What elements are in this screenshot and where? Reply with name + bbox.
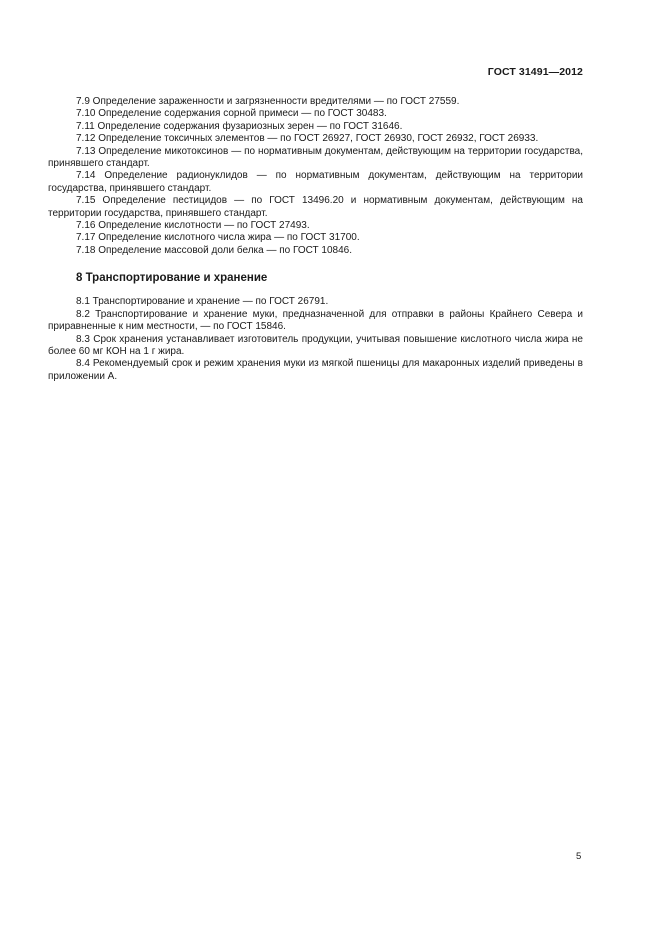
clause-8-2: 8.2 Транспортирование и хранение муки, предназначенной для отправки в районы Крайнего Севера и приравненные к ним местности, — по ГОСТ 15846. — [48, 308, 583, 333]
clause-8-4: 8.4 Рекомендуемый срок и режим хранения муки из мягкой пшеницы для макаронных изделий приведены в приложении А. — [48, 358, 583, 382]
clause-7-9: 7.9 Определение зараженности и загрязненности вредителями — по ГОСТ 27559. — [76, 96, 460, 107]
clause-7-18: 7.18 Определение массовой доли белка — по ГОСТ 10846. — [76, 244, 353, 256]
clause-7-17: 7.17 Определение кислотного числа жира — по ГОСТ 31700. — [76, 232, 360, 244]
page-number: 5 — [576, 851, 582, 862]
clause-8-1: 8.1 Транспортирование и хранение — по ГОСТ 26791. — [76, 296, 329, 308]
clause-7-11: 7.11 Определение содержания фузариозных зерен — по ГОСТ 31646. — [76, 120, 403, 132]
clause-7-15: 7.15 Определение пестицидов — по ГОСТ 13496.20 и нормативным документам, действующим на территории государства, принявшего стандарт. — [48, 195, 583, 219]
clause-7-12: 7.12 Определение токсичных элементов — по ГОСТ 26927, ГОСТ 26930, ГОСТ 26932, ГОСТ 26933. — [76, 133, 539, 145]
clause-7-14: 7.14 Определение радионуклидов — по нормативным документам, действующим на территории государства, принявшего стандарт. — [48, 170, 583, 194]
clause-7-10: 7.10 Определение содержания сорной примеси — по ГОСТ 30483. — [76, 108, 387, 120]
document-code-header: ГОСТ 31491—2012 — [487, 66, 583, 78]
clause-7-13: 7.13 Определение микотоксинов — по нормативным документам, действующим на территории государства, принявшего стандарт. — [48, 145, 583, 170]
section-8-title: 8 Транспортирование и хранение — [76, 272, 268, 285]
clause-8-3: 8.3 Срок хранения устанавливает изготовитель продукции, учитывая повышение кислотного числа жира не более 60 мг КОН на 1 г жира. — [48, 333, 583, 357]
document-body — [48, 96, 583, 383]
clause-7-16: 7.16 Определение кислотности — по ГОСТ 27493. — [76, 220, 310, 232]
